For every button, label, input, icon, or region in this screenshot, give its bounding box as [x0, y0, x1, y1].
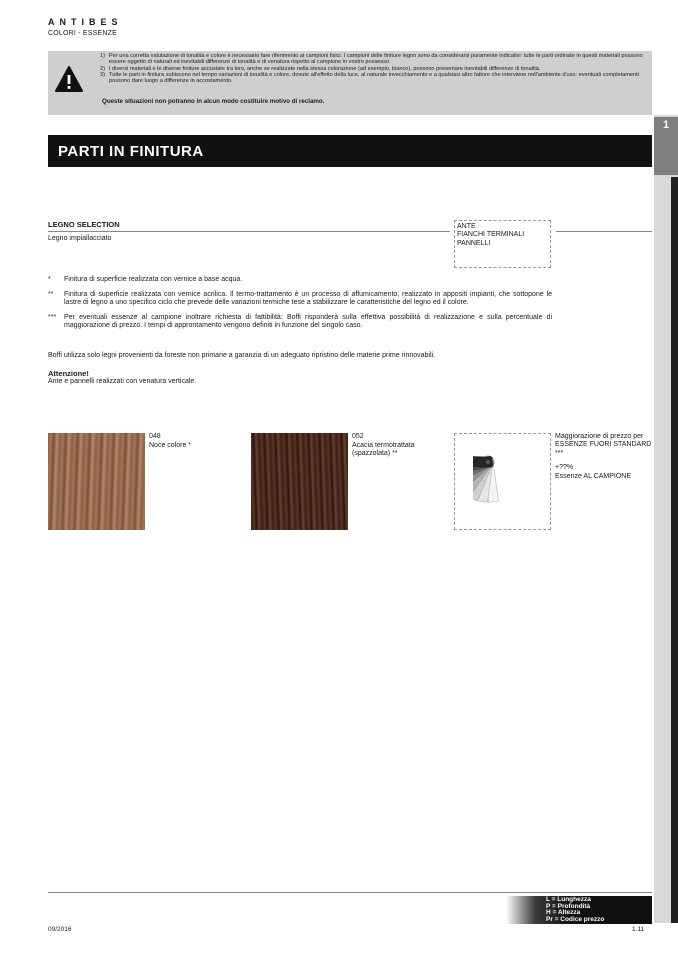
legno-subtitle: Legno impiallacciato	[48, 235, 112, 242]
section-title: PARTI IN FINITURA	[58, 143, 204, 160]
footnote-text: Finitura di superficie realizzata con vernice acrilica. Il termo-trattamento è un processo di affumicamento, realizzato in appositi impianti, che sottopone le lastre di legno a uno specifico ciclo che prevede delle variazioni termiche tese a stabilizzare le caratteristiche del legno ed il colore.	[64, 290, 552, 307]
footnote	[48, 314, 552, 331]
surcharge-sample: Essenze AL CAMPIONE	[555, 472, 631, 480]
legend-item: L = Lunghezza	[546, 896, 591, 903]
notice-item	[100, 72, 648, 85]
brand-title: ANTIBES	[48, 17, 123, 27]
attention-text: Ante e pannelli realizzati con venatura verticale.	[48, 378, 197, 385]
application-item: ANTE	[457, 223, 476, 230]
chapter-tab[interactable]: 1	[654, 117, 678, 175]
footnote-text: Finitura di superficie realizzata con vernice a base acqua.	[64, 276, 243, 283]
attention-title: Attenzione!	[48, 369, 89, 378]
footnote	[48, 291, 552, 308]
surcharge-text: Maggiorazione di prezzo per ESSENZE FUORI STANDARD ***	[555, 433, 652, 457]
notice-item	[100, 53, 648, 66]
legno-title: LEGNO SELECTION	[48, 220, 120, 229]
application-item: FIANCHI TERMINALI	[457, 231, 525, 239]
surcharge-percent: +??%	[555, 464, 574, 472]
notice-item-number: 1)	[100, 53, 105, 59]
application-item: PANNELLI	[457, 239, 491, 247]
footer-date: 09/2016	[48, 926, 72, 933]
brand-subtitle: COLORI - ESSENZE	[48, 30, 117, 37]
dimension-legend	[506, 896, 652, 924]
legend-list	[546, 897, 604, 923]
notice-item-text: I diversi materiali e le diverse finiture accostate tra loro, anche se realizzate nella stessa colorazione (ad esempio, bianco), possono presentare inevitabili differenze di tonalità.	[109, 65, 541, 72]
footnote-text: Per eventuali essenze al campione inoltrare richiesta di fattibilità: Boffi risponderà sulla effettiva possibilità di realizzazione e sulla percentuale di maggiorazione di prezzo. I tempi di approntamento vengono definiti in funzione del singolo caso.	[64, 313, 552, 330]
color-fan-icon	[473, 450, 535, 512]
swatch-name: Acacia termotrattata (spazzolata) **	[352, 441, 415, 458]
footer-divider	[48, 892, 652, 893]
swatch-name: Noce colore *	[149, 441, 192, 449]
swatch-acacia[interactable]	[251, 433, 348, 530]
footnotes	[48, 276, 552, 337]
warning-icon	[54, 65, 84, 93]
footnote	[48, 276, 552, 285]
section-header	[48, 135, 652, 167]
footnote-mark: *	[48, 276, 51, 283]
notice-item-number: 3)	[100, 71, 105, 78]
swatch-label	[149, 433, 239, 450]
swatch-label	[352, 433, 447, 459]
legno-divider-right	[556, 231, 652, 232]
page-number: 1.11	[632, 926, 645, 933]
swatch-noce[interactable]	[48, 433, 145, 530]
notice-warning: Queste situazioni non potranno in alcun modo costituire motivo di reclamo.	[102, 98, 325, 105]
sustainability-note: Boffi utilizza solo legni provenienti da foreste non primarie a garanzia di un adeguato ripristino delle materie prime rinnovabili.	[48, 352, 436, 359]
applications-box	[454, 220, 551, 268]
legend-item: H = Altezza	[546, 909, 581, 917]
legend-item: Pr = Codice prezzo	[546, 915, 605, 923]
notice-box	[48, 51, 652, 115]
legno-divider	[48, 231, 450, 232]
footnote-mark: ***	[48, 313, 57, 321]
notice-item-text: Tutte le parti in finitura subiscono nel tempo variazioni di tonalità e colore, dovute all'effetto della luce, al naturale invecchiamento e a qualsiasi altro fattore che interviene nell'ambiente d'uso: eventuali completamenti possono dare luogo a differenze in accostamento.	[109, 71, 639, 85]
footnote-mark: **	[48, 290, 54, 298]
notice-item-text: Per una corretta valutazione di tonalità e colore è necessario fare riferimento ai campioni fisici. I campioni delle finiture legno sono da considerarsi puramente indicativi: tutte le parti ordinate in questi materiali possono essere oggetto di naturali ed inevitabili differenze di tonalità e di venatura rispetto al campione in vostro possesso.	[109, 53, 643, 66]
swatch-code: 052	[352, 433, 364, 440]
sample-fan-box	[454, 433, 551, 530]
notice-list	[100, 53, 648, 84]
notice-item-number: 2)	[100, 65, 105, 72]
legend-item: P = Profondità	[546, 902, 591, 910]
side-tab-dark-strip	[671, 177, 678, 923]
surcharge-note	[555, 433, 652, 481]
swatch-code: 048	[149, 433, 161, 440]
